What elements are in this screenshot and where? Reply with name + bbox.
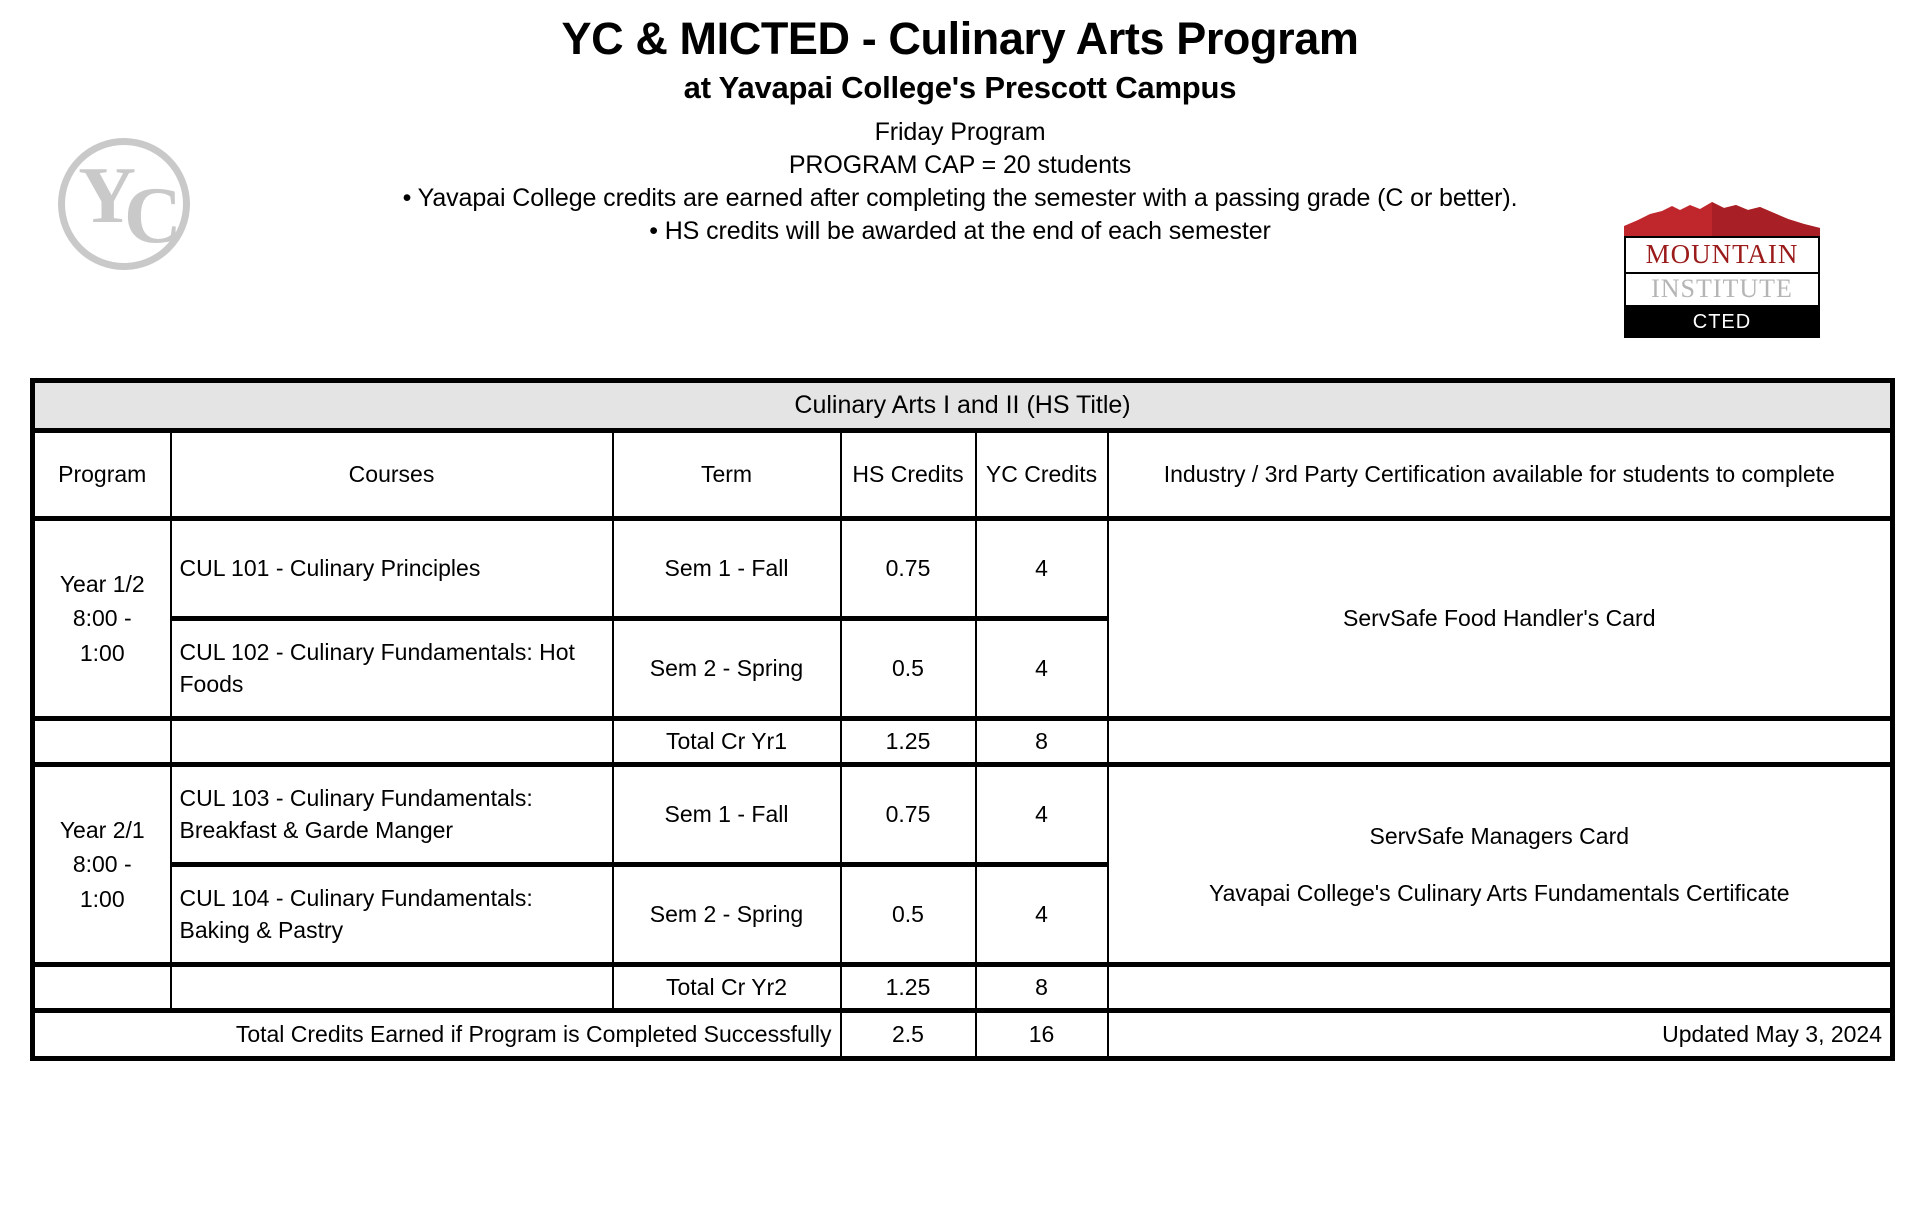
course-yc-credits: 4 bbox=[976, 865, 1108, 965]
program-cap-line: PROGRAM CAP = 20 students bbox=[788, 151, 1132, 180]
updated-date: Updated May 3, 2024 bbox=[1108, 1011, 1893, 1059]
total-row-spacer-program bbox=[33, 719, 171, 765]
total-row-year2 bbox=[33, 965, 1893, 1011]
col-header-courses: Courses bbox=[171, 431, 613, 519]
program-schedule-line: Friday Program bbox=[874, 118, 1046, 147]
total-row-spacer-cert bbox=[1108, 719, 1893, 765]
course-term: Sem 2 - Spring bbox=[613, 865, 841, 965]
table-row bbox=[33, 519, 1893, 619]
certification-cell-year1: ServSafe Food Handler's Card bbox=[1108, 519, 1893, 719]
yavapai-college-logo bbox=[58, 138, 190, 270]
certification-line-2: Yavapai College's Culinary Arts Fundamentals Certificate bbox=[1209, 879, 1790, 906]
program-time-start: 8:00 - bbox=[72, 851, 132, 878]
total-row-spacer-courses bbox=[171, 719, 613, 765]
course-name: CUL 101 - Culinary Principles bbox=[171, 519, 613, 619]
total-yc-year1: 8 bbox=[976, 719, 1108, 765]
program-table-container bbox=[30, 378, 1890, 1061]
total-yc-year2: 8 bbox=[976, 965, 1108, 1011]
col-header-program: Program bbox=[33, 431, 171, 519]
total-row-spacer-program bbox=[33, 965, 171, 1011]
col-header-yc-credits: YC Credits bbox=[976, 431, 1108, 519]
total-label-year2: Total Cr Yr2 bbox=[613, 965, 841, 1011]
page-title: YC & MICTED - Culinary Arts Program bbox=[561, 13, 1359, 64]
col-header-term: Term bbox=[613, 431, 841, 519]
grand-total-label: Total Credits Earned if Program is Completed Successfully bbox=[33, 1011, 841, 1059]
page-subtitle: at Yavapai College's Prescott Campus bbox=[683, 70, 1237, 106]
course-term: Sem 2 - Spring bbox=[613, 619, 841, 719]
logo-text-institute: INSTITUTE bbox=[1624, 274, 1820, 307]
course-term: Sem 1 - Fall bbox=[613, 519, 841, 619]
course-name: CUL 104 - Culinary Fundamentals: Baking & Pastry bbox=[171, 865, 613, 965]
table-row bbox=[33, 765, 1893, 865]
logo-letters bbox=[58, 138, 190, 270]
program-time-end: 1:00 bbox=[79, 639, 125, 666]
course-yc-credits: 4 bbox=[976, 519, 1108, 619]
certification-stack bbox=[1117, 819, 1883, 910]
course-name: CUL 102 - Culinary Fundamentals: Hot Foods bbox=[171, 619, 613, 719]
table-header-row bbox=[33, 431, 1893, 519]
logo-letter-c: C bbox=[124, 172, 172, 260]
course-name: CUL 103 - Culinary Fundamentals: Breakfast & Garde Manger bbox=[171, 765, 613, 865]
logo-text-cted: CTED bbox=[1624, 307, 1820, 338]
total-hs-year2: 1.25 bbox=[841, 965, 976, 1011]
grand-total-hs: 2.5 bbox=[841, 1011, 976, 1059]
mountain-institute-cted-logo bbox=[1624, 200, 1820, 333]
course-hs-credits: 0.75 bbox=[841, 519, 976, 619]
table-title-row bbox=[33, 381, 1893, 431]
bullet-hs-credits: • HS credits will be awarded at the end of each semester bbox=[649, 217, 1271, 246]
culinary-program-table bbox=[30, 378, 1895, 1061]
program-time-start: 8:00 - bbox=[72, 605, 132, 632]
program-time-end: 1:00 bbox=[79, 885, 125, 912]
grand-total-row bbox=[33, 1011, 1893, 1059]
grand-total-yc: 16 bbox=[976, 1011, 1108, 1059]
certification-spacer bbox=[1117, 854, 1883, 876]
program-cell-year1 bbox=[33, 519, 171, 719]
total-hs-year1: 1.25 bbox=[841, 719, 976, 765]
course-term: Sem 1 - Fall bbox=[613, 765, 841, 865]
bullet-college-credits: • Yavapai College credits are earned after completing the semester with a passing grade (C or better). bbox=[402, 184, 1518, 213]
program-year-label: Year 2/1 bbox=[59, 816, 145, 843]
course-yc-credits: 4 bbox=[976, 765, 1108, 865]
course-hs-credits: 0.5 bbox=[841, 865, 976, 965]
course-hs-credits: 0.5 bbox=[841, 619, 976, 719]
total-row-spacer-cert bbox=[1108, 965, 1893, 1011]
total-row-spacer-courses bbox=[171, 965, 613, 1011]
table-title-band: Culinary Arts I and II (HS Title) bbox=[33, 381, 1893, 431]
total-label-year1: Total Cr Yr1 bbox=[613, 719, 841, 765]
col-header-hs-credits: HS Credits bbox=[841, 431, 976, 519]
total-row-year1 bbox=[33, 719, 1893, 765]
mountain-silhouette-icon bbox=[1624, 200, 1820, 236]
certification-line-1: ServSafe Managers Card bbox=[1369, 823, 1630, 849]
certification-cell-year2 bbox=[1108, 765, 1893, 965]
course-yc-credits: 4 bbox=[976, 619, 1108, 719]
program-cell-year2 bbox=[33, 765, 171, 965]
col-header-certification: Industry / 3rd Party Certification available for students to complete bbox=[1108, 431, 1893, 519]
program-year-label: Year 1/2 bbox=[59, 570, 145, 597]
logo-letter-y: Y bbox=[78, 152, 126, 240]
logo-text-mountain: MOUNTAIN bbox=[1624, 236, 1820, 274]
course-hs-credits: 0.75 bbox=[841, 765, 976, 865]
